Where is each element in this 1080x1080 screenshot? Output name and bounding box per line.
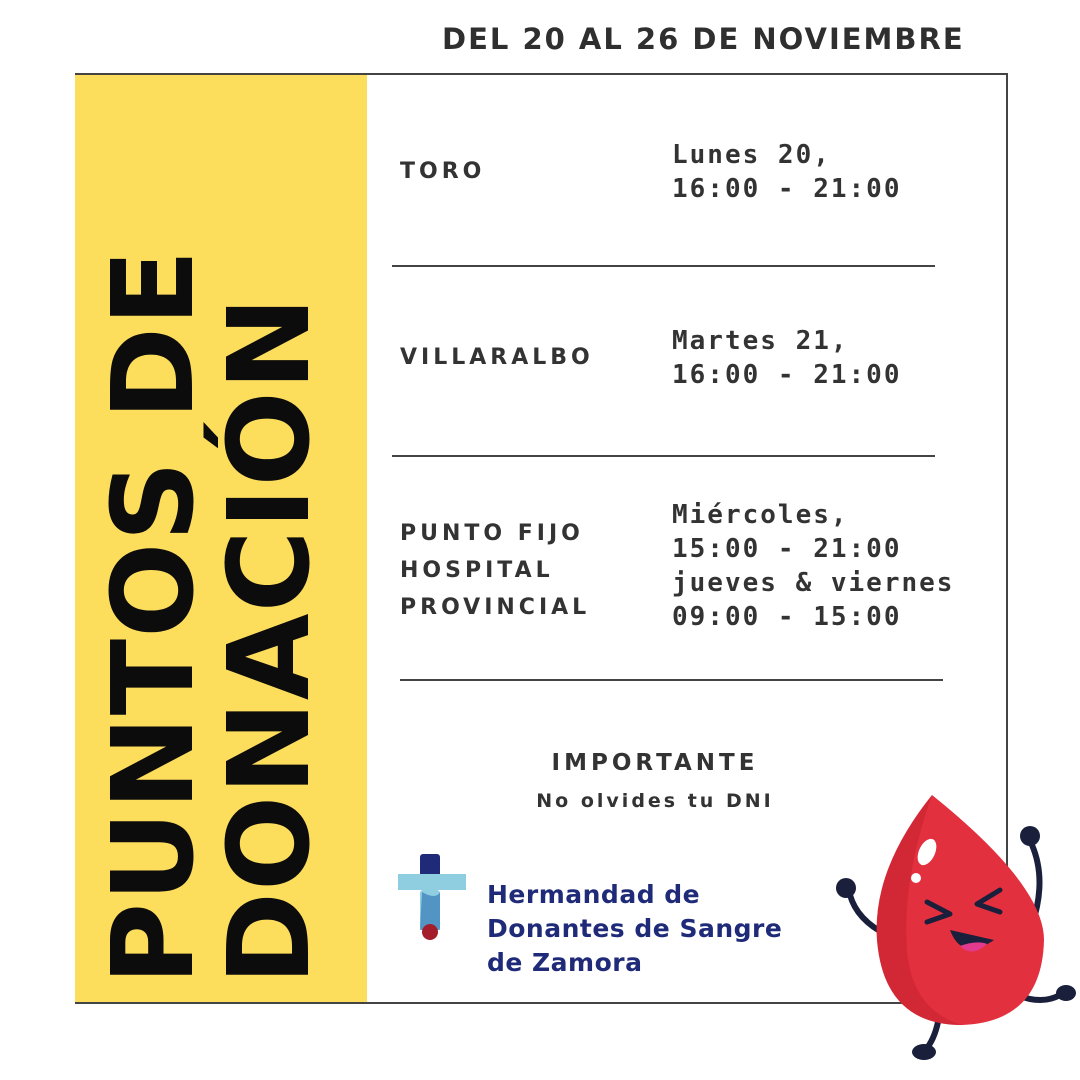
organization-name: Hermandad de Donantes de Sangre de Zamora — [487, 880, 783, 977]
notice-title: IMPORTANTE — [551, 750, 759, 776]
frame-top-border — [75, 73, 1008, 75]
location-name-villaralbo: VILLARALBO — [400, 345, 594, 370]
separator — [392, 265, 935, 267]
separator — [400, 679, 943, 681]
date-range: DEL 20 AL 26 DE NOVIEMBRE — [442, 22, 965, 56]
separator — [392, 455, 935, 457]
notice-text: No olvides tu DNI — [536, 790, 774, 812]
schedule-hospital: Miércoles, 15:00 - 21:00 jueves & viernes 09:00 - 15:00 — [672, 500, 955, 632]
page-title-line-1: PUNTOS DE — [89, 248, 219, 985]
location-name-hospital: PUNTO FIJO HOSPITAL PROVINCIAL — [400, 521, 591, 620]
location-name-toro: TORO — [400, 159, 486, 184]
page-title-line-2: DONACIÓN — [205, 295, 335, 985]
blood-drop-mascot-icon — [832, 790, 1080, 1065]
page-title — [89, 105, 335, 985]
schedule-villaralbo: Martes 21, 16:00 - 21:00 — [672, 326, 902, 390]
schedule-toro: Lunes 20, 16:00 - 21:00 — [672, 140, 902, 204]
blood-donation-cross-icon — [396, 852, 470, 942]
